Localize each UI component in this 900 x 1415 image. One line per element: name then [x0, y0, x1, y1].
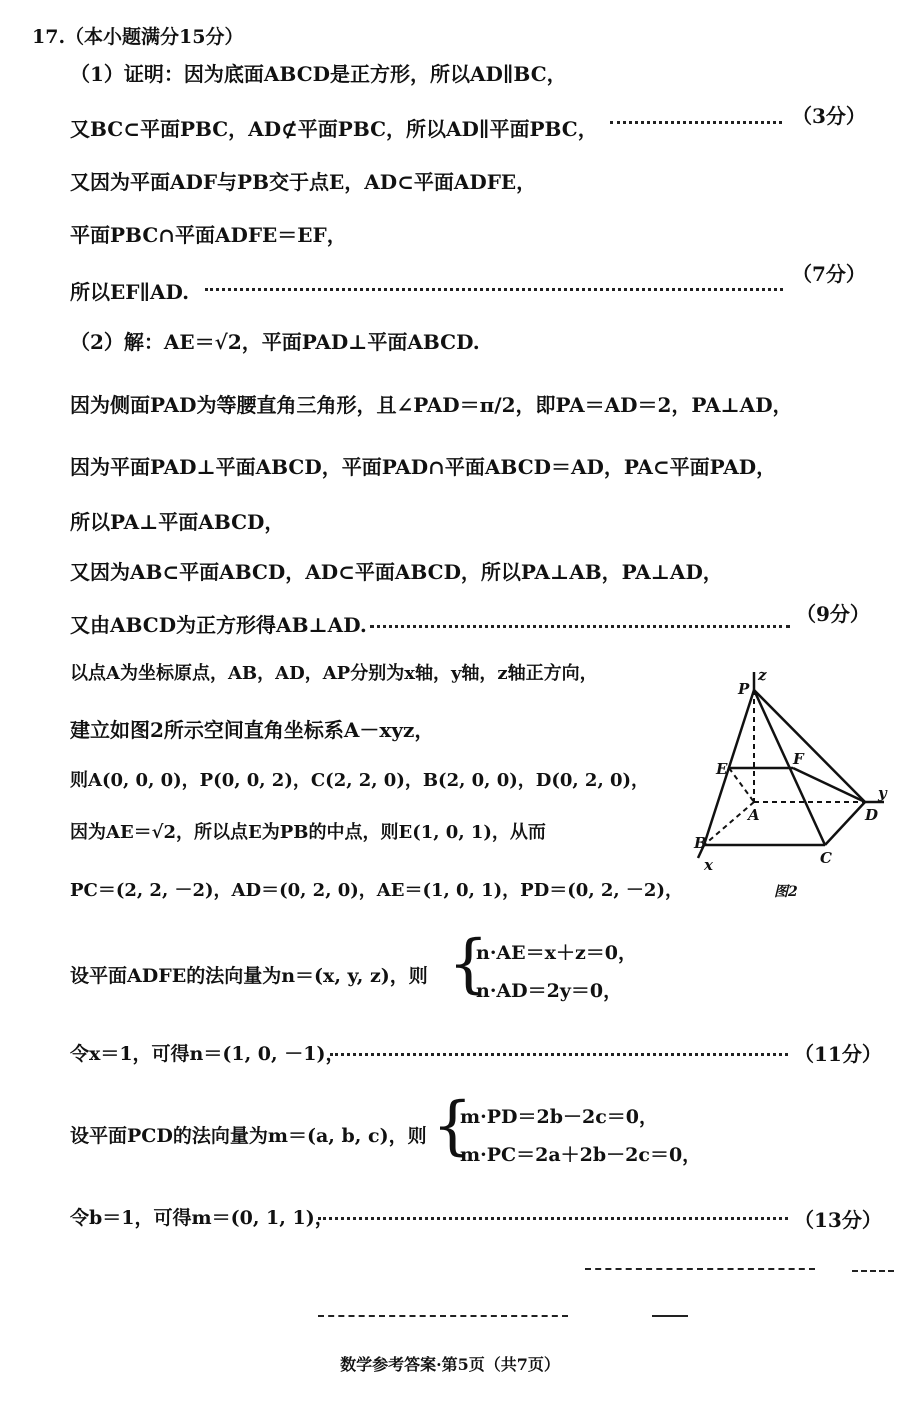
proof-line-2: 又BC⊂平面PBC，AD⊄平面PBC，所以AD∥平面PBC， [70, 117, 598, 141]
figure-2-pyramid [690, 660, 890, 900]
label-y: y [878, 784, 887, 802]
solution-line-6: 又由ABCD为正方形得AB⊥AD. [70, 613, 367, 637]
label-A: A [748, 806, 760, 824]
solution-line-7: 以点A为坐标原点，AB，AD，AP分别为x轴，y轴，z轴正方向， [70, 663, 598, 684]
label-F: F [793, 750, 804, 768]
solution-line-8: 建立如图2所示空间直角坐标系A－xyz， [70, 718, 435, 742]
score-11: （11分） [794, 1042, 882, 1066]
page-footer: 数学参考答案·第5页（共7页） [340, 1355, 560, 1374]
midpoint-line: 因为AE＝√2，所以点E为PB的中点，则E(1, 0, 1)，从而 [70, 822, 546, 843]
dot-leader [370, 625, 790, 628]
label-x: x [704, 856, 713, 874]
vectors-line: PC＝(2, 2, －2)，AD＝(0, 2, 0)，AE＝(1, 0, 1)，PD＝(0, 2, －2)， [70, 880, 683, 901]
solution-line-5: 又因为AB⊂平面ABCD，AD⊂平面ABCD，所以PA⊥AB，PA⊥AD， [70, 560, 723, 584]
dot-leader [205, 288, 783, 291]
solution-line-2: 因为侧面PAD为等腰直角三角形，且∠PAD＝π/2，即PA＝AD＝2，PA⊥AD， [70, 393, 793, 417]
proof-line-5: 所以EF∥AD. [70, 280, 190, 304]
solution-line-3: 因为平面PAD⊥平面ABCD，平面PAD∩平面ABCD＝AD，PA⊂平面PAD， [70, 455, 777, 479]
equation-2a: m·PD＝2b－2c＝0， [460, 1106, 658, 1128]
left-brace: { [432, 1089, 473, 1163]
edge-PD [754, 690, 865, 802]
scan-line [318, 1315, 568, 1317]
edge-CD [825, 802, 865, 845]
equation-1a: n·AE＝x＋z＝0， [476, 942, 637, 964]
edge-EA [729, 768, 754, 802]
equation-1b: n·AD＝2y＝0， [476, 980, 623, 1002]
normal-vector-n-line: 设平面ADFE的法向量为n＝(x, y, z)，则 [70, 965, 428, 987]
solution-line-1: （2）解：AE＝√2，平面PAD⊥平面ABCD. [70, 330, 480, 354]
dot-leader [318, 1217, 788, 1220]
figure-caption: 图2 [774, 884, 798, 900]
label-P: P [738, 680, 750, 698]
score-9: （9分） [796, 602, 870, 626]
dot-leader [610, 121, 782, 124]
label-C: C [820, 849, 832, 867]
score-13: （13分） [794, 1208, 882, 1232]
proof-line-1: （1）证明：因为底面ABCD是正方形，所以AD∥BC， [70, 62, 567, 86]
left-brace: { [448, 927, 489, 1001]
problem-heading: 17.（本小题满分15分） [32, 26, 244, 48]
normal-vector-m-line: 设平面PCD的法向量为m＝(a, b, c)，则 [70, 1125, 427, 1147]
solution-line-4: 所以PA⊥平面ABCD， [70, 510, 285, 534]
proof-line-3: 又因为平面ADF与PB交于点E，AD⊂平面ADFE， [70, 170, 537, 194]
n-result-line: 令x＝1，可得n＝(1, 0, －1)， [70, 1043, 345, 1065]
scan-line [652, 1315, 688, 1317]
label-z: z [758, 666, 767, 684]
label-E: E [716, 760, 728, 778]
coordinates-line: 则A(0, 0, 0)，P(0, 0, 2)，C(2, 2, 0)，B(2, 0, 0)，D(0, 2, 0)， [70, 770, 650, 791]
label-D: D [865, 806, 879, 824]
score-3: （3分） [792, 104, 866, 128]
dot-leader [330, 1053, 788, 1056]
label-B: B [694, 834, 707, 852]
equation-2b: m·PC＝2a＋2b－2c＝0， [460, 1144, 702, 1166]
proof-line-4: 平面PBC∩平面ADFE＝EF， [70, 223, 347, 247]
score-7: （7分） [792, 262, 866, 286]
scan-line [852, 1270, 894, 1272]
m-result-line: 令b＝1，可得m＝(0, 1, 1)， [70, 1207, 334, 1229]
scan-line [585, 1268, 815, 1270]
